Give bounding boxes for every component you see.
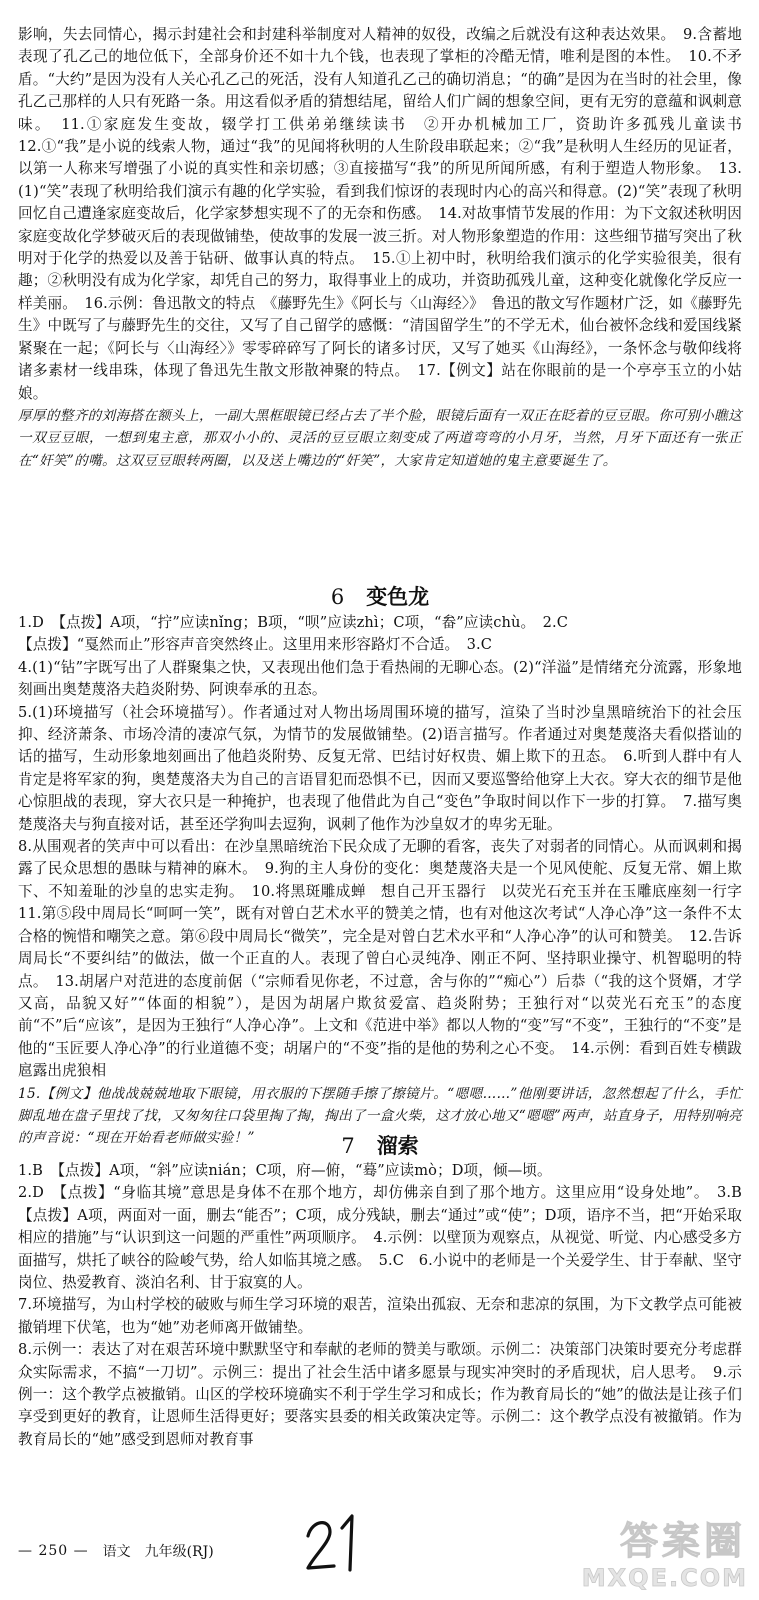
subject-label: 语文 xyxy=(102,1544,131,1560)
section-number: 6 xyxy=(330,585,345,609)
answer-paragraph: 2.D 【点拨】“身临其境”意思是身体不在那个地方，却仿佛亲自到了那个地方。这里应用“设身处地”。 3.B 【点拨】A项，两面对一面，删去“能否”；C项，成分残缺，删去“通过”或“使”；D项，语序不当，把“开始采取相应的措施”与“认识到这一问题的严重性”两项顺序。 4.示例：以壁顶为观察点，从视觉、听觉、内心感受多方面描写，烘托了峡谷的险峻气势，给人如临其境之感。 5.C 6.小说中的老师是一个关爱学生、甘于奉献、坚守岗位、热爱教育、淡泊名利、甘于寂寞的人。 xyxy=(18,1184,757,1292)
watermark-text: 答案圈 xyxy=(619,1519,746,1563)
section-heading-6 xyxy=(18,582,742,612)
section-6-answers xyxy=(18,612,757,1150)
section-title: 溜索 xyxy=(376,1133,419,1158)
answer-paragraph: 5.(1)环境描写（社会环境描写）。作者通过对人物出场周围环境的描写，渲染了当时沙皇黑暗统治下的社会压抑、经济萧条、市场冷清的凄凉气氛，为情节的发展做铺垫。(2)语言描写。作者通过对奥楚蔑洛夫看似搭讪的话的描写，生动形象地刻画出了他趋炎附势、反复无常、巴结讨好权贵、媚上欺下的丑态。 6.听到人群中有人肯定是将军家的狗，奥楚蔑洛夫为自己的言语冒犯而恐惧不已，因而又要巡警给他穿上大衣。穿大衣的细节是他心惊胆战的表现，穿大衣只是一种掩护，也表现了他借此为自己“变色”争取时间以作下一步的打算。 7.描写奥楚蔑洛夫与狗直接对话，甚至还学狗叫去逗狗，讽刺了他作为沙皇奴才的卑劣无耻。 xyxy=(18,703,742,833)
example-essay-paragraph: 厚厚的整齐的刘海搭在额头上，一副大黑框眼镜已经占去了半个脸，眼镜后面有一双正在眨着的豆豆眼。你可别小瞧这一双豆豆眼，一想到鬼主意，那双小小的、灵活的豆豆眼立刻变成了两道弯弯的小月牙，当然，月牙下面还有一张正在“奸笑”的嘴。这双豆豆眼转两圈，以及送上嘴边的“奸笑”，大家肯定知道她的鬼主意要诞生了。 xyxy=(18,407,742,469)
watermark-url: MXQE.COM xyxy=(581,1564,748,1592)
section-number: 7 xyxy=(341,1134,355,1158)
section-7-answers xyxy=(18,1160,757,1451)
section-title: 变色龙 xyxy=(366,584,430,609)
answer-paragraph: 8.从围观者的笑声中可以看出：在沙皇黑暗统治下民众成了无聊的看客，丧失了对弱者的同情心。从而讽刺和揭露了民众思想的愚昧与精神的麻木。 9.狗的主人身份的变化：奥楚蔑洛夫是一个见风使舵、反复无常、媚上欺下、不知羞耻的沙皇的忠实走狗。 10.将黑斑雕成蝉 想自己开玉器行 以荧光石充玉并在玉雕底座刻一行字 11.第⑤段中周局长“呵呵一笑”，既有对曾白艺术水平的赞美之情，也有对他这次考试“人净心净”这一条件不太合格的惋惜和嘲笑之意。第⑥段中周局长“微笑”，完全是对曾白艺术水平和“人净心净”的认可和赞美。 12.告诉周局长“不要纠结”的做法，做一个正直的人。表现了曾白心灵纯净、刚正不阿、坚持职业操守、机智聪明的特点。 13.胡屠户对范进的态度前倨（“宗师看见你老，不过意，舍与你的”“痴心”）后恭（“我的这个贤婿，才学又高，品貌又好”“体面的相貌”），是因为胡屠户欺贫爱富、趋炎附势；王独行对“以荧光石充玉”的态度前“不”后“应该”，是因为王独行“人净心净”。上文和《范进中举》都以人物的“变”写“不变”，王独行的“不变”是他的“玉匠要人净心净”的行业道德不变；胡屠户的“不变”指的是他的势利之心不变。 14.示例：看到百姓专横跋扈露出虎狼相 xyxy=(18,838,757,1080)
answer-paragraph: 1.B 【点拨】A项，“斜”应读nián；C项，府—俯，“蓦”应读mò；D项，倾—顷。 xyxy=(18,1162,552,1179)
answer-paragraph: 1.D 【点拨】A项，“拧”应读nǐng；B项，“呗”应读zhì；C项，“畚”应读chù。 2.C xyxy=(18,614,568,631)
page-footer xyxy=(18,1541,214,1561)
answer-paragraph: 8.示例一：表达了对在艰苦环境中默默坚守和奉献的老师的赞美与歌颂。示例二：决策部门决策时要充分考虑群众实际需求，不搞“一刀切”。示例三：提出了社会生活中诸多愿景与现实冲突时的矛盾现状，启人思考。 9.示例一：这个教学点被撤销。山区的学校环境确实不利于学生学习和成长；作为教育局长的“她”的做法是让孩子们享受到更好的教育，让恩师生活得更好；要落实县委的相关政策决定等。示例二：这个教学点没有被撤销。作为教育局长的“她”感受到恩师对教育事 xyxy=(18,1341,742,1448)
previous-section-answers xyxy=(18,24,757,472)
page-number: — 250 — xyxy=(18,1543,89,1559)
grade-label: 九年级(RJ) xyxy=(144,1544,214,1560)
answer-paragraph: 影响，失去同情心，揭示封建社会和封建科举制度对人精神的奴役，改编之后就没有这种表达效果。 9.含蓄地表现了孔乙己的地位低下，全部身价还不如十九个钱，也表现了掌柜的冷酷无情，唯利是图的本性。 10.不矛盾。“大约”是因为没有人关心孔乙己的死活，没有人知道孔乙己的确切消息；“的确”是因为在当时的社会里，像孔乙己那样的人只有死路一条。用这看似矛盾的猜想结尾，留给人们广阔的想象空间，更有无穷的意蕴和讽刺意味。 11.①家庭发生变故，辍学打工供弟弟继续读书 ②开办机械加工厂，资助许多孤残儿童读书 12.①“我”是小说的线索人物，通过“我”的见闻将秋明的人生阶段串联起来；②“我”是秋明人生经历的见证者，以第一人称来写增强了小说的真实性和亲切感；③直接描写“我”的所见所闻所感，有利于塑造人物形象。 13.(1)“笑”表现了秋明给我们演示有趣的化学实验，看到我们惊讶的表现时内心的高兴和得意。(2)“笑”表现了秋明回忆自己遭逢家庭变故后，化学家梦想实现不了的无奈和伤感。 14.对故事情节发展的作用：为下文叙述秋明因家庭变故化学梦破灭后的表现做铺垫，使故事的发展一波三折。对人物形象塑造的作用：这些细节描写突出了秋明对于化学的热爱以及善于钻研、做事认真的特点。 15.①上初中时，秋明给我们演示的化学实验很美，很有趣；②秋明没有成为化学家，却凭自己的努力，取得事业上的成功，并资助孤残儿童，这种变化就像化学反应一样美丽。 16.示例：鲁迅散文的特点 《藤野先生》《阿长与〈山海经〉》 鲁迅的散文写作题材广泛，如《藤野先生》中既写了与藤野先生的交往，又写了自己留学的感慨：“清国留学生”的不学无术，仙台被怀念线和爱国线紧紧聚在一起；《阿长与〈山海经〉》零零碎碎写了阿长的诸多讨厌，又写了她买《山海经》，一条怀念与敬仰线将诸多素材一线串珠，体现了鲁迅先生散文形散神聚的特点。 17.【例文】站在你眼前的是一个亭亭玉立的小姑娘。 xyxy=(18,26,757,402)
watermark-logo xyxy=(558,1508,754,1594)
handwritten-page-mark xyxy=(300,1506,370,1576)
example-essay-paragraph: 15.【例文】他战战兢兢地取下眼镜，用衣服的下摆随手擦了擦镜片。“嗯嗯……”他刚要讲话，忽然想起了什么，手忙脚乱地在盘子里找了找，又匆匆往口袋里掏了掏，掏出了一盒火柴，这才放心地又“嗯嗯”两声，站直身子，用特别响亮的声音说：“现在开始看老师做实验！” xyxy=(18,1085,742,1147)
answer-paragraph: 7.环境描写，为山村学校的破败与师生学习环境的艰苦，渲染出孤寂、无奈和悲凉的氛围，为下文教学点可能被撤销埋下伏笔，也为“她”劝老师离开做铺垫。 xyxy=(18,1296,742,1336)
answer-paragraph: 【点拨】“戛然而止”形容声音突然终止。这里用来形容路灯不合适。 3.C xyxy=(18,636,493,654)
answer-paragraph: 4.(1)“钻”字既写出了人群聚集之快，又表现出他们急于看热闹的无聊心态。(2)“洋溢”是情绪充分流露，形象地刻画出奥楚蔑洛夫趋炎附势、阿谀奉承的丑态。 xyxy=(18,658,742,699)
section-heading-7 xyxy=(18,1131,742,1161)
